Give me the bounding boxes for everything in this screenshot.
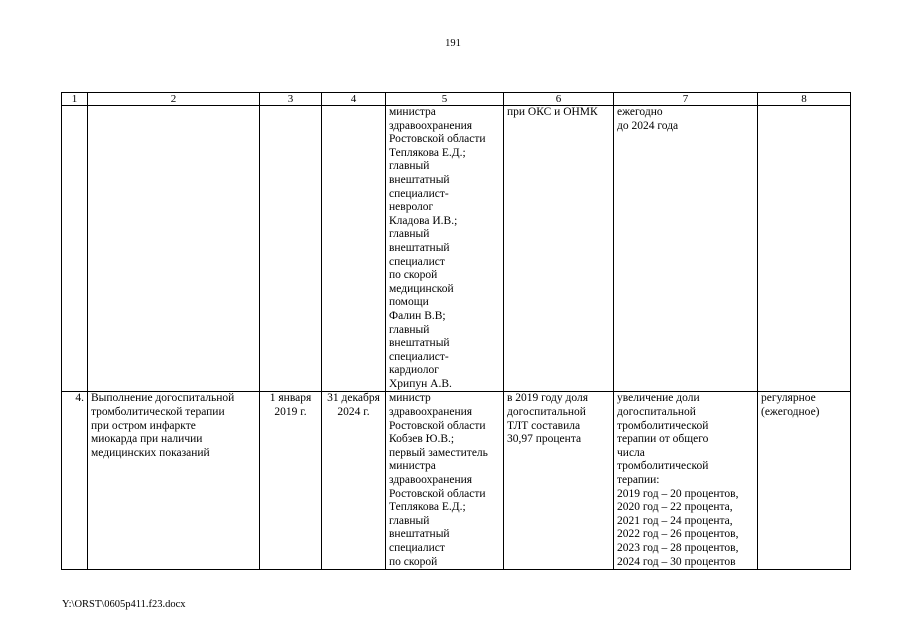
cont-end-cell (322, 106, 386, 392)
continuation-row (62, 106, 851, 392)
plan-table (61, 92, 851, 570)
row4-responsible-cell: министр здравоохранения Ростовской области Кобзев Ю.В.; первый заместитель министра здравоохранения Ростовской области Теплякова Е.Д.; главный внештатный специалист по скорой (386, 392, 504, 570)
row4-baseline-cell: в 2019 году доля догоспитальной ТЛТ составила 30,97 процента (504, 392, 614, 570)
page-number: 191 (445, 38, 461, 49)
header-col-1: 1 (62, 93, 88, 106)
cont-frequency-cell (758, 106, 851, 392)
header-col-2: 2 (88, 93, 260, 106)
file-path-footer: Y:\ORST\0605p411.f23.docx (62, 599, 186, 610)
header-col-8: 8 (758, 93, 851, 106)
table-row-4 (62, 392, 851, 570)
header-col-6: 6 (504, 93, 614, 106)
header-col-5: 5 (386, 93, 504, 106)
row4-start-cell: 1 января 2019 г. (260, 392, 322, 570)
row4-end-cell: 31 декабря 2024 г. (322, 392, 386, 570)
cont-responsible-cell: министра здравоохранения Ростовской области Теплякова Е.Д.; главный внештатный специалист- невролог Кладова И.В.; главный внештатный специалист по скорой медицинской помощи Фалин В.В; главный внештатный специалист- кардиолог Хрипун А.В. (386, 106, 504, 392)
cont-activity-cell (88, 106, 260, 392)
row4-number-cell: 4. (62, 392, 88, 570)
row4-activity-cell: Выполнение догоспитальной тромболитической терапии при остром инфаркте миокарда при наличии медицинских показаний (88, 392, 260, 570)
row4-frequency-cell: регулярное (ежегодное) (758, 392, 851, 570)
cont-baseline-cell: при ОКС и ОНМК (504, 106, 614, 392)
header-row (62, 93, 851, 106)
row4-result-cell: увеличение доли догоспитальной тромболитической терапии от общего числа тромболитической терапии: 2019 год – 20 процентов, 2020 год – 22 процента, 2021 год – 24 процента, 2022 год – 26 процентов, 2023 год – 28 процентов, 2024 год – 30 процентов (614, 392, 758, 570)
cont-result-cell: ежегодно до 2024 года (614, 106, 758, 392)
cont-start-cell (260, 106, 322, 392)
cont-number-cell (62, 106, 88, 392)
header-col-4: 4 (322, 93, 386, 106)
header-col-3: 3 (260, 93, 322, 106)
header-col-7: 7 (614, 93, 758, 106)
